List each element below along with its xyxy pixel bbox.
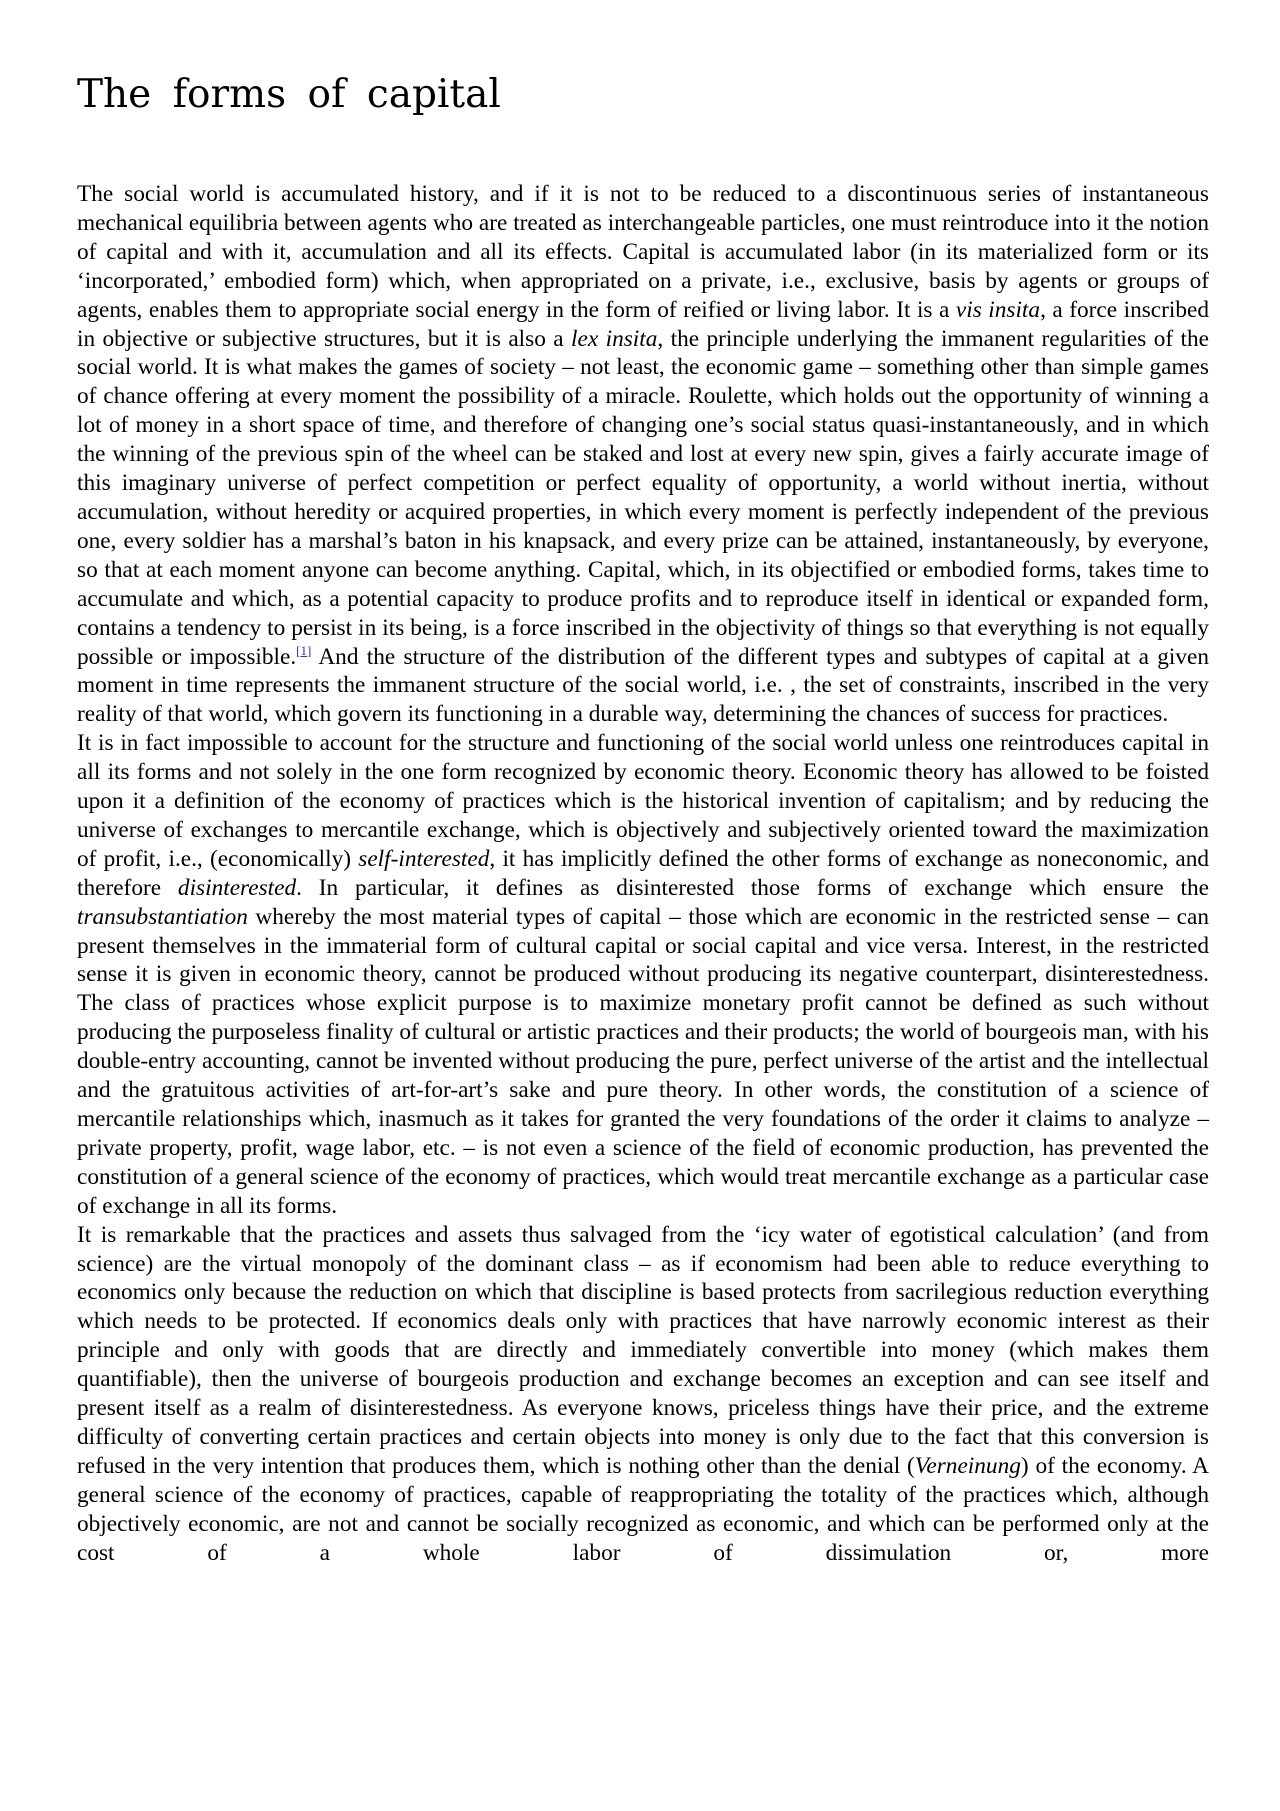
text-run: The social world is accumulated history, and if it is not to be reduced to a discontinuous series of instantaneous mechanical equilibria between agents who are treated as interchangeable particles, one must reintroduce into it the notion of capital and with it, accumulation and all its effects. Capital is accumulated labor (in its materialized form or its ‘incorporated,’ embodied form) which, when appropriated on a private, i.e., exclusive, basis by agents or groups of agents, enables them to appropriate social energy in the form of reified or living labor. It is a [77,181,1209,323]
text-run: ) of the economy. A general science of the economy of practices, capable of reappropriating the totality of the practices which, although objectively economic, are not and cannot be socially recognized as economic, and which can be performed only at the cost of a whole labor of dissimulation or, more [77,1452,1209,1566]
paragraph-3 [77,1221,1209,1568]
italic-text: lex insita [571,325,658,352]
text-run: And the structure of the distribution of the different types and subtypes of capital at a given moment in time represents the immanent structure of the social world, i.e. , the set of constraints, inscribed in the very reality of that world, which govern its functioning in a durable way, determining the chances of success for practices. [77,643,1210,728]
text-run: whereby the most material types of capital – those which are economic in the restricted sense – can present themselves in the immaterial form of cultural capital or social capital and vice versa. Interest, in the restricted sense it is given in economic theory, cannot be produced without producing its negative counterpart, disinterestedness. The class of practices whose explicit purpose is to maximize monetary profit cannot be defined as such without producing the purposeless finality of cultural or artistic practices and their products; the world of bourgeois man, with his double-entry accounting, cannot be invented without producing the pure, perfect universe of the artist and the intellectual and the gratuitous activities of art-for-art’s sake and pure theory. In other words, the constitution of a science of mercantile relationships which, inasmuch as it takes for granted the very foundations of the order it claims to analyze – private property, profit, wage labor, etc. – is not even a science of the field of economic production, has prevented the constitution of a general science of the economy of practices, which would treat mercantile exchange as a particular case of exchange in all its forms. [77,903,1209,1219]
italic-text: vis insita [955,296,1041,323]
italic-text: transubstantiation [77,903,248,930]
document-body [77,180,1209,1568]
text-run: It is remarkable that the practices and assets thus salvaged from the ‘icy water of egotistical calculation’ (and from science) are the virtual monopoly of the dominant class – as if economism had been able to reduce everything to economics only because the reduction on which that discipline is based protects from sacrilegious reduction everything which needs to be protected. If economics deals only with practices that have narrowly economic interest as their principle and only with goods that are directly and immediately convertible into money (which makes them quantifiable), then the universe of bourgeois production and exchange becomes an exception and can see itself and present itself as a realm of disinterestedness. As everyone knows, priceless things have their price, and the extreme difficulty of converting certain practices and certain objects into money is only due to the fact that this conversion is refused in the very intention that produces them, which is nothing other than the denial ( [77,1221,1209,1479]
italic-text: self-interested [358,845,490,872]
text-run: , a force inscribed in objective or subjective structures, but it is also a [77,296,1210,352]
paragraph-1 [77,180,1209,729]
italic-text: disinterested [177,874,297,901]
page-title: The forms of capital [77,72,501,117]
text-run: . In particular, it defines as disinterested those forms of exchange which ensure the [296,874,1209,901]
italic-text: Verneinung [914,1452,1021,1479]
footnote-link[interactable]: [1] [296,642,312,658]
paragraph-2 [77,729,1209,1220]
text-run: , it has implicitly defined the other forms of exchange as noneconomic, and therefore [77,845,1209,901]
text-run: , the principle underlying the immanent regularities of the social world. It is what makes the games of society – not least, the economic game – something other than simple games of chance offering at every moment the possibility of a miracle. Roulette, which holds out the opportunity of winning a lot of money in a short space of time, and therefore of changing one’s social status quasi-instantaneously, and in which the winning of the previous spin of the wheel can be staked and lost at every new spin, gives a fairly accurate image of this imaginary universe of perfect competition or perfect equality of opportunity, a world without inertia, without accumulation, without heredity or acquired properties, in which every moment is perfectly independent of the previous one, every soldier has a marshal’s baton in his knapsack, and every prize can be attained, instantaneously, by everyone, so that at each moment anyone can become anything. Capital, which, in its objectified or embodied forms, takes time to accumulate and which, as a potential capacity to produce profits and to reproduce itself in identical or expanded form, contains a tendency to persist in its being, is a force inscribed in the objectivity of things so that everything is not equally possible or impossible. [77,325,1210,670]
text-run: It is in fact impossible to account for the structure and functioning of the social world unless one reintroduces capital in all its forms and not solely in the one form recognized by economic theory. Economic theory has allowed to be foisted upon it a definition of the economy of practices which is the historical invention of capitalism; and by reducing the universe of exchanges to mercantile exchange, which is objectively and subjectively oriented toward the maximization of profit, i.e., (economically) [77,730,1209,872]
